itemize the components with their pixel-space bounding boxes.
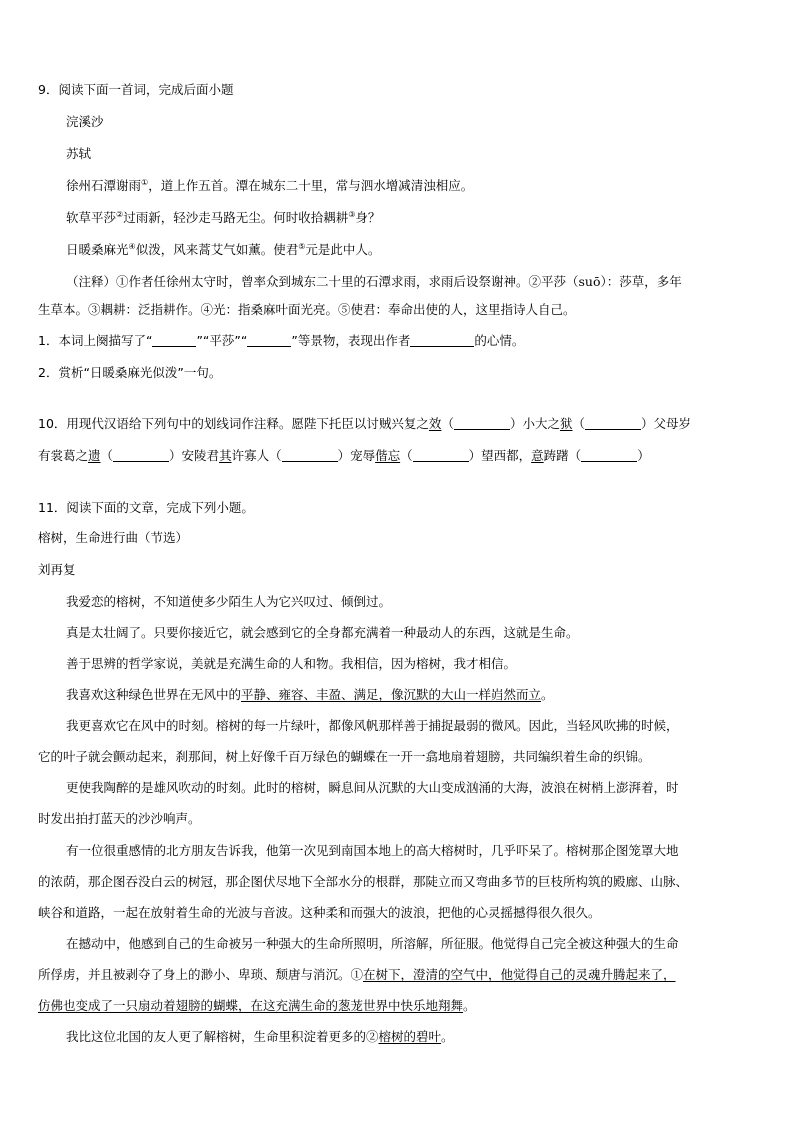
poem-text: 过雨新，轻沙走马路无尘。何时收拾耦耕	[123, 210, 349, 225]
poem-text: 软草平莎	[66, 210, 117, 225]
q11-prompt: 11．阅读下面的文章，完成下列小题。	[38, 500, 254, 515]
paragraph-6-line-1: 更使我陶醉的是雄风吹动的时刻。此时的榕树，瞬息间从沉默的大山变成汹涌的大海，波浪在树梢上澎湃着，时	[66, 780, 679, 795]
underlined-word: 其	[219, 448, 232, 463]
poem-text: 身？	[355, 210, 381, 225]
paragraph-5-line-2: 它的叶子就会颤动起来，刹那间，树上好像千百万绿色的蝴蝶在一开一翕地扇着翅膀，共同编织着生命的织锦。	[38, 749, 651, 764]
underlined-word: 偕忘	[375, 448, 401, 463]
underlined-word: 效	[428, 416, 442, 431]
q10-text: 有裳葛之	[38, 448, 89, 463]
paragraph-1: 我爱恋的榕树，不知道使多少陌生人为它兴叹过、倾倒过。	[66, 594, 392, 609]
q10-text: （	[100, 448, 114, 463]
paragraph-6-line-2: 时发出拍打蓝天的沙沙响声。	[38, 811, 201, 826]
paragraph-text: 我比这位北国的友人更了解榕树，生命里积淀着更多的②	[66, 1029, 379, 1044]
answer-blank[interactable]	[410, 333, 474, 347]
q10-text: ）望西都，	[468, 448, 532, 463]
paragraph-text: 。	[541, 687, 554, 702]
q10-text: ）父母岁	[641, 416, 692, 431]
poem-intro	[66, 178, 473, 194]
paragraph-7-line-2: 的浓荫，那企图吞没白云的树冠，那企图伏尽地下全部水分的根群，那陡立而又弯曲多节的巨枝所构筑的殿廊、山脉、	[38, 874, 689, 889]
q10-text: ）	[637, 448, 650, 463]
underlined-word: 狱	[559, 416, 573, 431]
q10-text: 许寡人（	[231, 448, 282, 463]
poem-text: 日暖桑麻光	[66, 242, 129, 257]
paragraph-text: 我喜欢这种绿色世界在无风中的	[66, 687, 242, 702]
notes-line-1: （注释）①作者任徐州太守时，曾率众到城东二十里的石潭求雨，求雨后设祭谢神。②平莎（suō）：莎草，多年	[66, 274, 682, 289]
answer-blank[interactable]	[585, 416, 641, 430]
notes-line-2: 生草本。③耦耕：泛指耕作。④光：指桑麻叶面光亮。⑤使君：奉命出使的人，这里指诗人自己。	[38, 302, 576, 317]
note-ref: ⑤	[298, 242, 306, 251]
answer-blank[interactable]	[247, 333, 291, 347]
underlined-word: 遗	[88, 448, 101, 463]
underlined-sentence: 平静、雍容、丰盈、满足，像沉默的大山一样岿然而立	[241, 687, 542, 702]
q10-line-2	[38, 448, 650, 464]
sub-question-text: 的心情。	[474, 333, 525, 348]
note-ref: ④	[128, 242, 136, 251]
sub-question-1	[38, 333, 524, 349]
underlined-word: 意	[531, 448, 544, 463]
paragraph-9	[66, 1029, 454, 1045]
poem-line-1	[66, 210, 380, 226]
sub-question-text: 1．本词上阕描写了“	[38, 333, 153, 348]
q10-line-1	[38, 416, 691, 432]
poem-intro-text: ，道上作五首。潭在城东二十里，常与泗水增减清浊相应。	[148, 178, 474, 193]
answer-blank[interactable]	[282, 448, 338, 462]
note-ref: ①	[141, 178, 149, 187]
answer-blank[interactable]	[413, 448, 469, 462]
q10-text: ）宠辱	[337, 448, 376, 463]
paragraph-7-line-3: 峡谷和道路，一起在放射着生命的光波与音波。这种柔和而强大的波浪，把他的心灵摇撼得很久很久。	[38, 905, 601, 920]
sub-question-text: ”等景物，表现出作者	[291, 333, 411, 348]
paragraph-3: 善于思辨的哲学家说，美就是充满生命的人和物。我相信，因为榕树，我才相信。	[66, 656, 517, 671]
underlined-sentence: 在树下，澄清的空气中，他觉得自己的灵魂升腾起来了，	[363, 967, 676, 982]
q10-text: ）安陵君	[169, 448, 220, 463]
article-title: 榕树，生命进行曲（节选）	[38, 530, 189, 545]
poem-text: 元是此中人。	[305, 242, 381, 257]
paragraph-text: 。	[463, 998, 476, 1013]
poem-author: 苏轼	[66, 146, 92, 161]
q10-text: ）小大之	[509, 416, 560, 431]
q10-text: 踌躇（	[543, 448, 582, 463]
poem-title: 浣溪沙	[66, 114, 104, 129]
q10-text: 10．用现代汉语给下列句中的划线词作注释。愿陛下托臣以讨贼兴复之	[38, 416, 429, 431]
answer-blank[interactable]	[113, 448, 169, 462]
paragraph-7-line-1: 有一位很重感情的北方朋友告诉我，他第一次见到南国本地上的高大榕树时，几乎吓呆了。榕树那企图笼罩大地	[66, 843, 679, 858]
note-ref: ③	[348, 210, 356, 219]
q10-text: （	[572, 416, 585, 431]
paragraph-text: 所俘虏，并且被剥夺了身上的渺小、卑琐、颓唐与消沉。①	[38, 967, 364, 982]
q9-prompt: 9．阅读下面一首词，完成后面小题	[38, 82, 234, 97]
answer-blank[interactable]	[454, 416, 510, 430]
poem-intro-text: 徐州石潭谢雨	[66, 178, 142, 193]
q10-text: （	[400, 448, 413, 463]
q10-text: （	[441, 416, 454, 431]
article-author: 刘再复	[38, 562, 76, 577]
paragraph-5-line-1: 我更喜欢它在风中的时刻。榕树的每一片绿叶，都像风帆那样善于捕捉最弱的微风。因此，当轻风吹拂的时候，	[66, 718, 679, 733]
paragraph-8-line-3	[38, 998, 476, 1014]
answer-blank[interactable]	[581, 448, 637, 462]
answer-blank[interactable]	[152, 333, 196, 347]
underlined-sentence: 仿佛也变成了一只扇动着翅膀的蝴蝶，在这充满生命的葱茏世界中快乐地翔舞	[38, 998, 464, 1013]
sub-question-text: ”“平莎”“	[196, 333, 248, 348]
sub-question-2: 2．赏析“日暖桑麻光似泼”一句。	[38, 365, 222, 380]
paragraph-8-line-2	[38, 967, 676, 983]
poem-text: 似泼，风来蒿艾气如薰。使君	[135, 242, 299, 257]
paragraph-text: 。	[441, 1029, 454, 1044]
note-ref: ②	[116, 210, 124, 219]
paragraph-2: 真是太壮阔了。只要你接近它，就会感到它的全身都充满着一种最动人的东西，这就是生命。	[66, 625, 579, 640]
paragraph-8-line-1: 在撼动中，他感到自己的生命被另一种强大的生命所照明，所溶解，所征服。他觉得自己完全被这种强大的生命	[66, 936, 679, 951]
paragraph-4	[66, 687, 554, 703]
underlined-phrase: 榕树的碧叶	[378, 1029, 442, 1044]
poem-line-2	[66, 242, 380, 258]
